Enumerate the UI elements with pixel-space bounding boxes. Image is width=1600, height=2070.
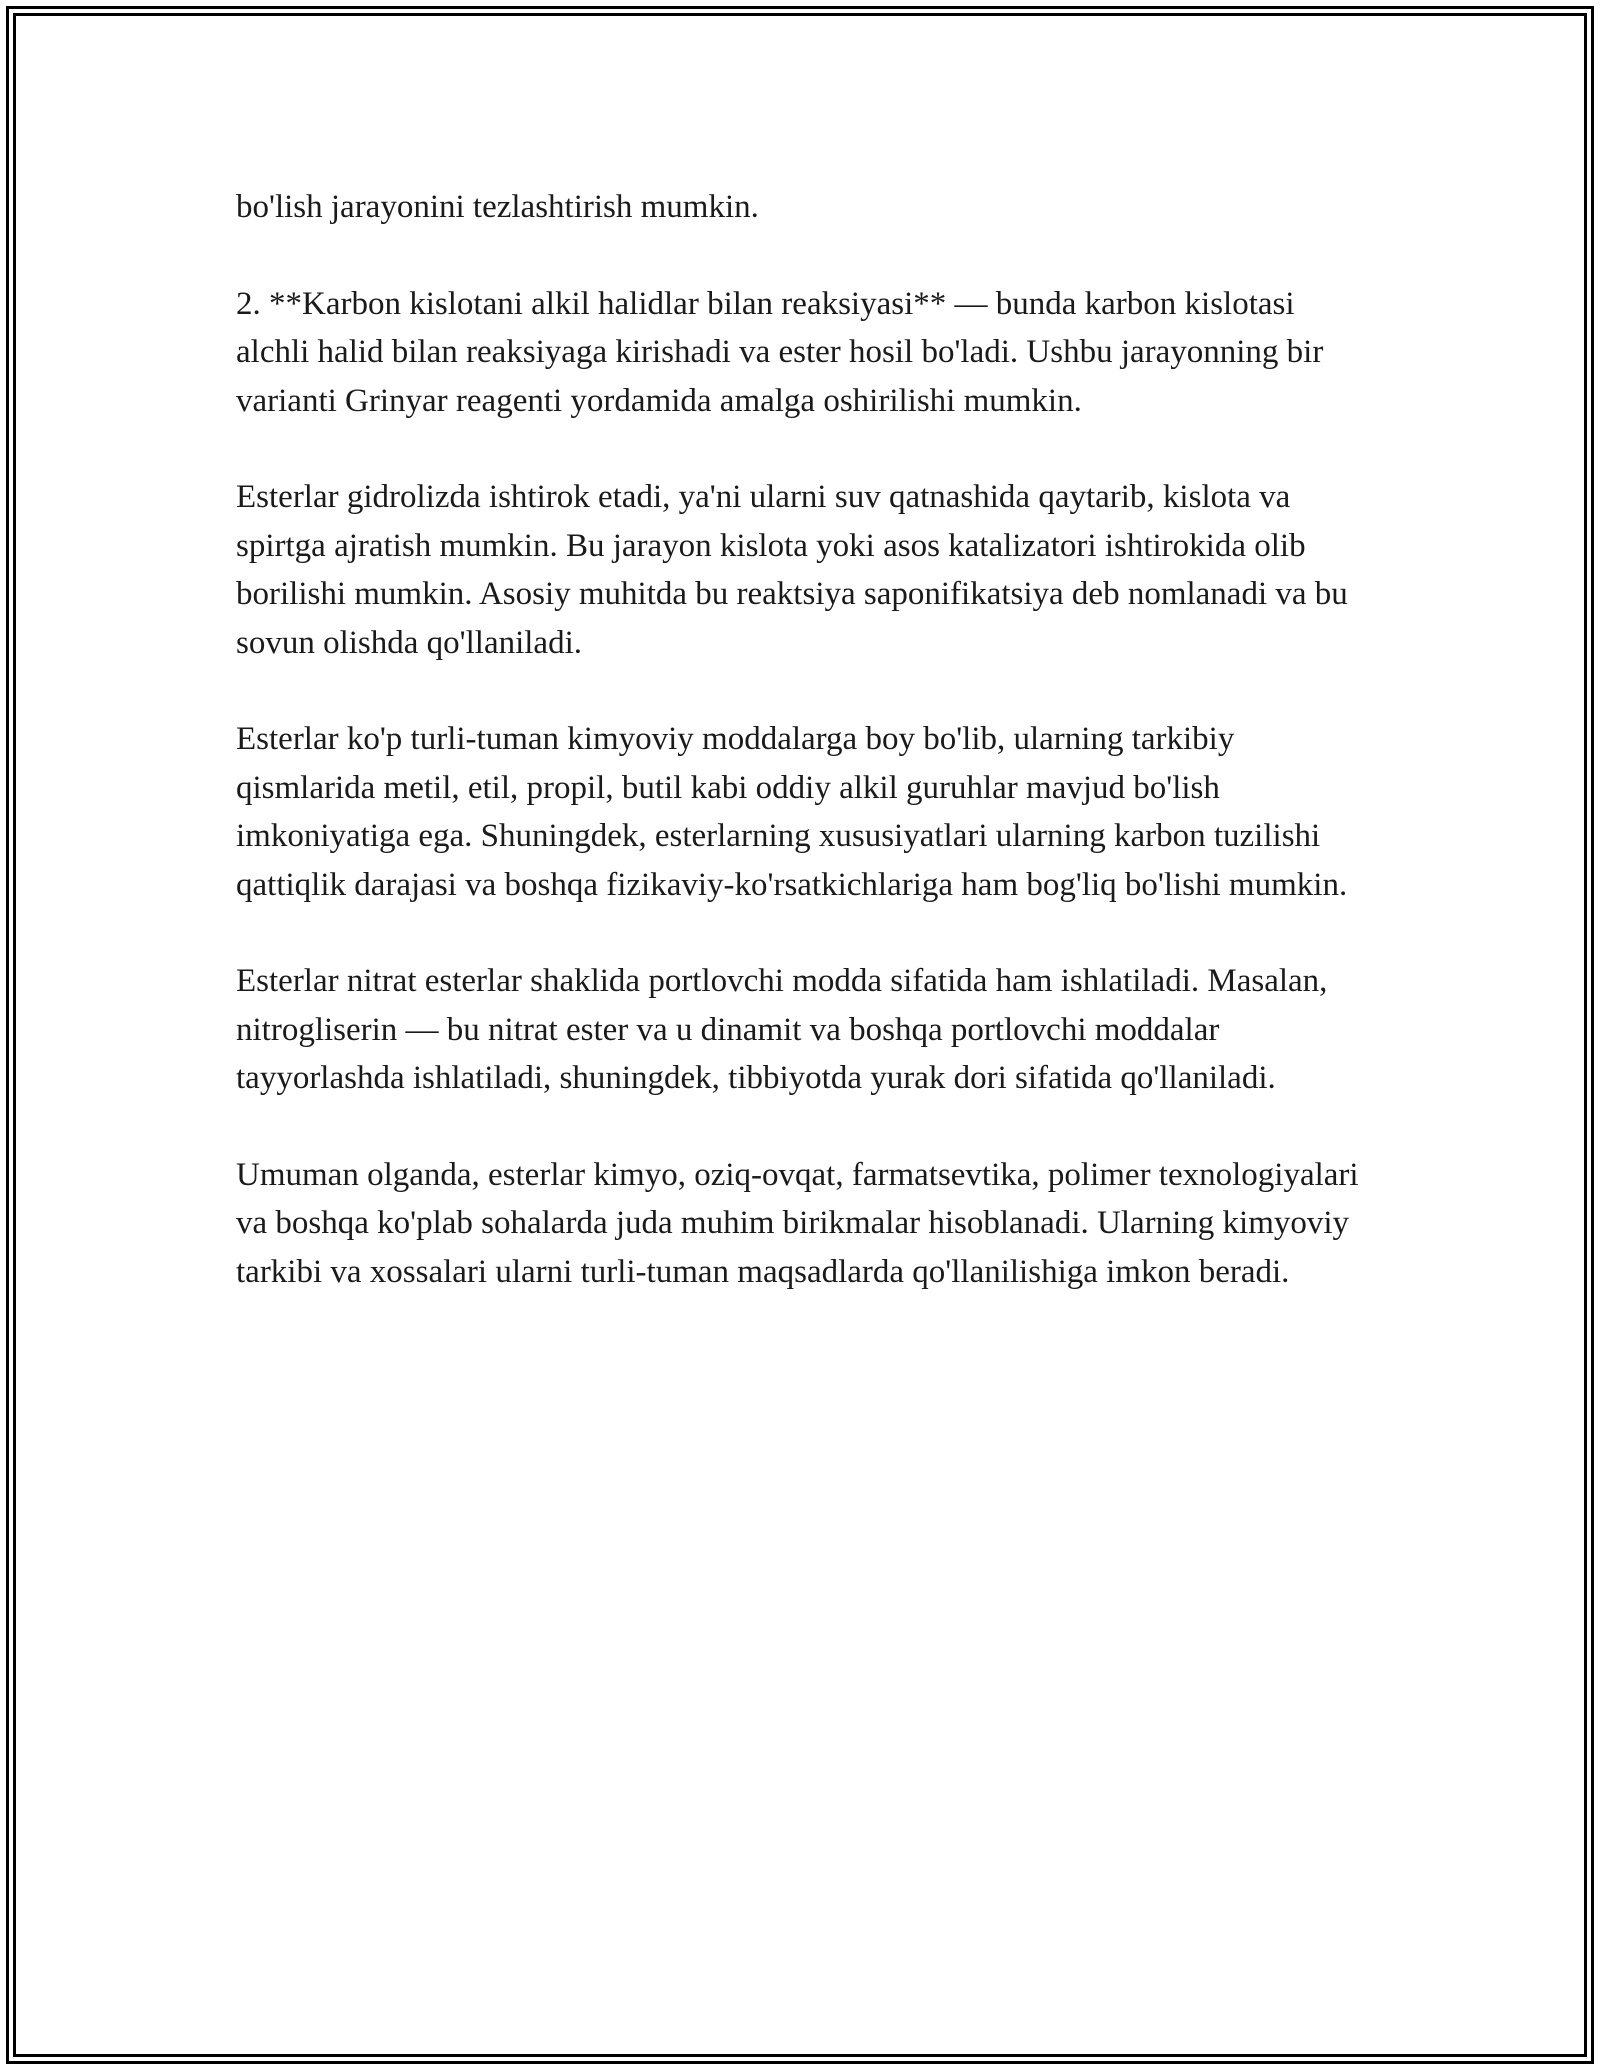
paragraph-hydrolysis: Esterlar gidrolizda ishtirok etadi, ya'ni ularni suv qatnashida qaytarib, kislota va spirtga ajratish mumkin. Bu jarayon kislota yoki asos katalizatori ishtirokida olib borilishi mumkin. Asosiy muhitda bu reaktsiya saponifikatsiya deb nomlanadi va bu sovun olishda qo'llaniladi. [236,479,1348,661]
paragraph-nitrate-esters: Esterlar nitrat esterlar shaklida portlovchi modda sifatida ham ishlatiladi. Masalan, nitrogliserin — bu nitrat ester va u dinamit va boshqa portlovchi moddalar tayyorlashda ishlatiladi, shuningdek, tibbiyotda yurak dori sifatida qo'llaniladi. [236,963,1328,1097]
paragraph-continuation: bo'lish jarayonini tezlashtirish mumkin. [236,189,759,225]
paragraph-method-2: 2. **Karbon kislotani alkil halidlar bilan reaksiyasi** — bunda karbon kislotasi alchli halid bilan reaksiyaga kirishadi va ester hosil bo'ladi. Ushbu jarayonning bir varianti Grinyar reagenti yordamida amalga oshirilishi mumkin. [236,285,1324,419]
document-body [236,183,1376,1345]
paragraph-composition: Esterlar ko'p turli-tuman kimyoviy moddalarga boy bo'lib, ularning tarkibiy qismlarida metil, etil, propil, butil kabi oddiy alkil guruhlar mavjud bo'lish imkoniyatiga ega. Shuningdek, esterlarning xususiyatlari ularning karbon tuzilishi qattiqlik darajasi va boshqa fizikaviy-ko'rsatkichlariga ham bog'liq bo'lishi mumkin. [236,721,1348,903]
paragraph-conclusion: Umuman olganda, esterlar kimyo, oziq-ovqat, farmatsevtika, polimer texnologiyalari va boshqa ko'plab sohalarda juda muhim birikmalar hisoblanadi. Ularning kimyoviy tarkibi va xossalari ularni turli-tuman maqsadlarda qo'llanilishiga imkon beradi. [236,1157,1359,1290]
